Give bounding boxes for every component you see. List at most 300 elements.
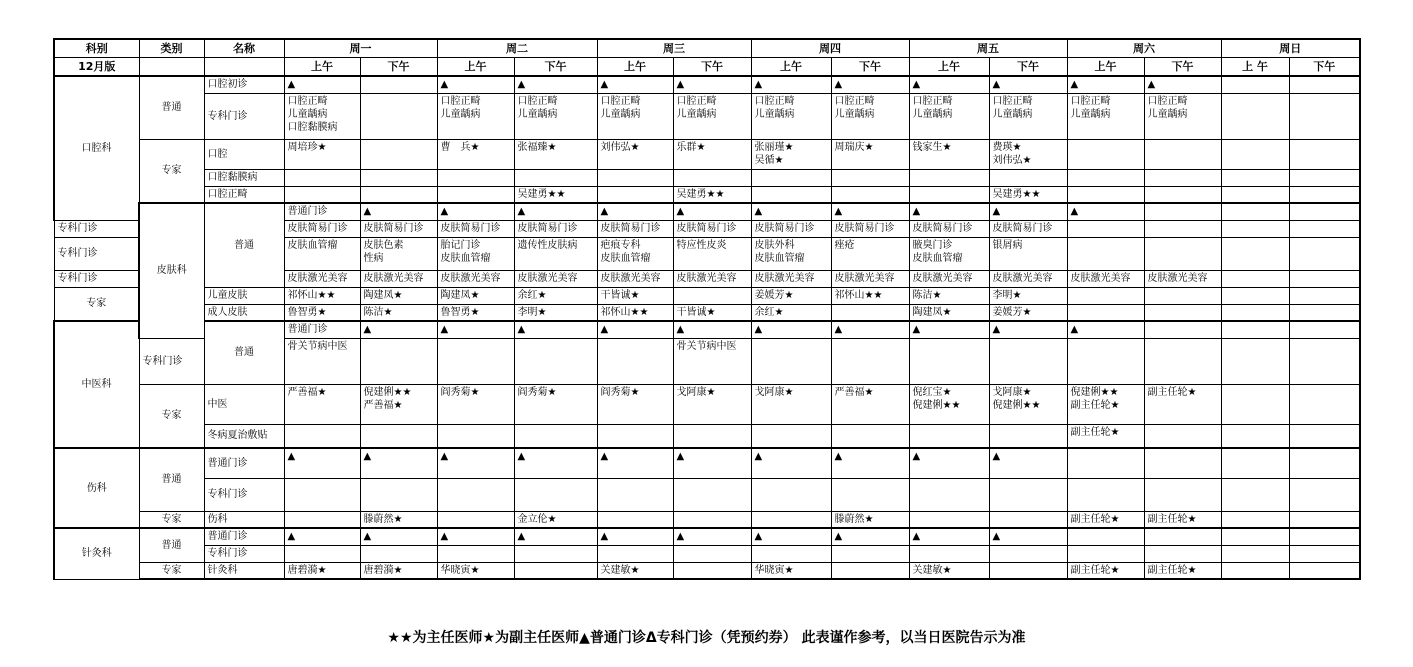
schedule-cell <box>751 237 831 270</box>
schedule-cell: 关建敏★ <box>597 562 673 579</box>
schedule-cell <box>284 169 360 186</box>
slot-header: 下午 <box>360 57 437 76</box>
schedule-cell <box>1144 186 1221 203</box>
slot-header: 下午 <box>673 57 751 76</box>
schedule-cell <box>989 511 1067 528</box>
schedule-cell <box>1221 528 1289 545</box>
schedule-cell-line: 皮肤血管瘤 <box>600 252 651 264</box>
schedule-cell <box>597 338 673 384</box>
clinic-name-cell: 中医 <box>204 384 284 424</box>
schedule-cell: 皮肤激光美容 <box>597 270 673 287</box>
schedule-cell: 唐碧漪★ <box>360 562 437 579</box>
slot-header: 下午 <box>831 57 909 76</box>
schedule-cell <box>909 511 989 528</box>
schedule-cell: ▲ <box>514 76 597 93</box>
schedule-cell: 皮肤简易门诊 <box>673 220 751 237</box>
schedule-cell <box>1221 220 1289 237</box>
schedule-cell <box>1221 448 1289 478</box>
schedule-cell: ▲ <box>437 203 514 220</box>
schedule-cell: ▲ <box>437 321 514 338</box>
schedule-cell <box>360 338 437 384</box>
schedule-cell <box>360 545 437 562</box>
category-cell: 普通 <box>204 203 284 287</box>
schedule-cell <box>1289 384 1360 424</box>
schedule-cell: ▲ <box>597 76 673 93</box>
schedule-cell: 阎秀菊★ <box>597 384 673 424</box>
legend-note: ★★为主任医师★为副主任医师▲普通门诊Δ专科门诊（凭预约券） 此表谨作参考，以当日医院告示为准 <box>387 630 1026 646</box>
department-cell: 伤科 <box>54 448 139 528</box>
schedule-cell: 张福臻★ <box>514 139 597 169</box>
schedule-cell <box>437 186 514 203</box>
schedule-cell: ▲ <box>909 203 989 220</box>
schedule-cell <box>1289 321 1360 338</box>
schedule-cell <box>437 237 514 270</box>
day-header-fri: 周五 <box>909 39 1067 57</box>
schedule-cell <box>437 478 514 511</box>
schedule-cell: ▲ <box>514 448 597 478</box>
schedule-cell: ▲ <box>1144 76 1221 93</box>
table-row <box>54 139 1360 169</box>
schedule-cell: 祁怀山★★ <box>831 287 909 304</box>
schedule-cell: 乐群★ <box>673 139 751 169</box>
schedule-cell: ▲ <box>989 203 1067 220</box>
table-row <box>54 169 1360 186</box>
schedule-cell: 华晓寅★ <box>751 562 831 579</box>
schedule-cell: ▲ <box>360 203 437 220</box>
schedule-cell: 钱家生★ <box>909 139 989 169</box>
schedule-cell <box>597 186 673 203</box>
clinic-schedule-table <box>53 38 1361 580</box>
schedule-cell-line: 倪建俐★★ <box>1070 386 1119 398</box>
schedule-cell: 皮肤激光美容 <box>1144 270 1221 287</box>
schedule-cell-line: 口腔正畸 <box>754 95 795 107</box>
schedule-cell: 周瑞庆★ <box>831 139 909 169</box>
schedule-cell: ▲ <box>597 203 673 220</box>
schedule-cell <box>751 338 831 384</box>
clinic-name-cell: 口腔 <box>204 139 284 169</box>
schedule-cell <box>1221 270 1289 287</box>
schedule-cell <box>1221 186 1289 203</box>
schedule-cell <box>1221 93 1289 139</box>
schedule-cell <box>673 545 751 562</box>
schedule-cell: ▲ <box>673 76 751 93</box>
schedule-cell <box>909 169 989 186</box>
schedule-cell <box>1067 237 1144 270</box>
schedule-cell: ▲ <box>831 76 909 93</box>
schedule-cell <box>437 511 514 528</box>
schedule-cell <box>989 139 1067 169</box>
schedule-cell <box>1144 338 1221 384</box>
schedule-cell-line: 口腔正畸 <box>1147 95 1188 107</box>
schedule-cell: 滕蔚然★ <box>831 511 909 528</box>
schedule-cell: ▲ <box>673 203 751 220</box>
schedule-cell <box>1067 338 1144 384</box>
schedule-cell-line: 儿童龋病 <box>1070 108 1111 120</box>
table-row <box>54 203 1360 220</box>
schedule-cell <box>673 424 751 448</box>
schedule-cell <box>1144 139 1221 169</box>
schedule-cell: ▲ <box>1067 76 1144 93</box>
schedule-cell-line: 张丽瑾★ <box>754 141 794 153</box>
schedule-cell-line: 倪建俐★★ <box>363 386 412 398</box>
day-header-thu: 周四 <box>751 39 909 57</box>
schedule-cell-line: 刘伟弘★ <box>992 154 1032 166</box>
schedule-cell: 鲁智勇★ <box>284 304 360 321</box>
schedule-cell: 皮肤简易门诊 <box>989 220 1067 237</box>
schedule-cell-line: 儿童龋病 <box>992 108 1033 120</box>
schedule-cell: ▲ <box>284 448 360 478</box>
schedule-cell <box>1221 545 1289 562</box>
schedule-cell-line: 严善福★ <box>363 399 403 411</box>
clinic-name-cell: 伤科 <box>204 511 284 528</box>
schedule-cell <box>514 424 597 448</box>
schedule-cell <box>1221 203 1289 220</box>
schedule-cell <box>360 424 437 448</box>
schedule-cell: ▲ <box>284 76 360 93</box>
schedule-cell <box>1289 338 1360 384</box>
schedule-cell-line: 口腔正畸 <box>912 95 953 107</box>
schedule-cell <box>360 169 437 186</box>
schedule-cell: 周培珍★ <box>284 139 360 169</box>
schedule-cell <box>909 186 989 203</box>
category-cell: 专家 <box>139 511 204 528</box>
schedule-cell <box>1221 478 1289 511</box>
clinic-name-cell: 成人皮肤 <box>204 304 284 321</box>
schedule-cell <box>597 478 673 511</box>
schedule-cell <box>751 478 831 511</box>
table-row <box>54 448 1360 478</box>
schedule-cell: ▲ <box>989 76 1067 93</box>
schedule-cell <box>1067 220 1144 237</box>
schedule-cell <box>1221 321 1289 338</box>
schedule-cell <box>1221 338 1289 384</box>
schedule-cell <box>1144 545 1221 562</box>
schedule-cell <box>1067 169 1144 186</box>
schedule-cell <box>1289 545 1360 562</box>
schedule-cell <box>514 169 597 186</box>
schedule-cell-line: 口腔正畸 <box>287 95 328 107</box>
schedule-cell: 吴建勇★★ <box>673 186 751 203</box>
schedule-cell: ▲ <box>514 528 597 545</box>
schedule-cell: ▲ <box>909 76 989 93</box>
schedule-cell <box>1289 424 1360 448</box>
schedule-cell <box>1067 139 1144 169</box>
schedule-cell-line: 性病 <box>363 252 384 264</box>
schedule-cell-line: 皮肤血管瘤 <box>754 252 805 264</box>
dept-column-header: 科别 <box>54 39 139 57</box>
schedule-cell <box>1067 528 1144 545</box>
schedule-cell: 副主任轮★ <box>1144 511 1221 528</box>
schedule-cell: 骨关节病中医 <box>284 338 360 384</box>
schedule-cell <box>1289 237 1360 270</box>
day-header-sat: 周六 <box>1067 39 1221 57</box>
schedule-cell <box>989 478 1067 511</box>
schedule-cell: 余红★ <box>514 287 597 304</box>
schedule-cell: ▲ <box>909 528 989 545</box>
schedule-cell: 副主任轮★ <box>1067 424 1144 448</box>
schedule-cell: 严善福★ <box>284 384 360 424</box>
table-row <box>54 93 1360 139</box>
schedule-cell <box>1289 270 1360 287</box>
schedule-cell: ▲ <box>514 321 597 338</box>
schedule-cell: 姜媛芳★ <box>751 287 831 304</box>
schedule-cell: 陈洁★ <box>909 287 989 304</box>
table-row <box>54 186 1360 203</box>
schedule-cell <box>831 545 909 562</box>
version-spacer <box>204 57 284 76</box>
schedule-cell: 李明★ <box>514 304 597 321</box>
schedule-cell <box>1221 511 1289 528</box>
schedule-cell: ▲ <box>909 321 989 338</box>
schedule-cell <box>1144 169 1221 186</box>
category-cell: 普通 <box>139 448 204 511</box>
schedule-cell: 干皆诚★ <box>597 287 673 304</box>
clinic-name-cell: 专科门诊 <box>204 478 284 511</box>
schedule-cell: 金立伦★ <box>514 511 597 528</box>
schedule-cell: ▲ <box>514 203 597 220</box>
schedule-cell: ▲ <box>360 528 437 545</box>
schedule-cell <box>284 545 360 562</box>
schedule-cell: 痤疮 <box>831 237 909 270</box>
schedule-cell-line: 吴循★ <box>754 154 784 166</box>
department-cell: 口腔科 <box>54 76 139 220</box>
slot-header: 下午 <box>1144 57 1221 76</box>
schedule-cell <box>1144 237 1221 270</box>
schedule-cell <box>989 169 1067 186</box>
schedule-cell: 皮肤激光美容 <box>751 270 831 287</box>
slot-header: 上午 <box>437 57 514 76</box>
schedule-cell: 皮肤简易门诊 <box>751 220 831 237</box>
schedule-cell: ▲ <box>751 76 831 93</box>
schedule-cell <box>514 338 597 384</box>
schedule-cell-line: 胎记门诊 <box>440 239 481 251</box>
schedule-cell-line: 儿童龋病 <box>912 108 953 120</box>
schedule-cell-line: 儿童龋病 <box>1147 108 1188 120</box>
schedule-cell <box>437 424 514 448</box>
schedule-cell-line: 戈阿康★ <box>992 386 1032 398</box>
schedule-cell <box>1221 562 1289 579</box>
schedule-cell <box>437 338 514 384</box>
schedule-cell: 特应性皮炎 <box>673 237 751 270</box>
schedule-cell: 皮肤简易门诊 <box>597 220 673 237</box>
schedule-cell: 副主任轮★ <box>1067 511 1144 528</box>
table-row <box>54 545 1360 562</box>
schedule-cell <box>1289 186 1360 203</box>
schedule-cell-line: 腋臭门诊 <box>912 239 953 251</box>
day-header-mon: 周一 <box>284 39 437 57</box>
schedule-cell <box>360 93 437 139</box>
category-cell: 普通 <box>139 528 204 562</box>
schedule-cell: ▲ <box>437 448 514 478</box>
clinic-name-cell: 专科门诊 <box>54 237 139 270</box>
schedule-cell <box>1289 139 1360 169</box>
schedule-cell-line: 儿童龋病 <box>287 108 328 120</box>
schedule-cell <box>673 287 751 304</box>
schedule-body <box>54 76 1360 579</box>
schedule-cell <box>514 93 597 139</box>
schedule-cell <box>831 338 909 384</box>
category-cell: 专家 <box>54 287 139 321</box>
slot-header: 上 午 <box>1221 57 1289 76</box>
schedule-cell: ▲ <box>673 448 751 478</box>
table-row <box>54 76 1360 93</box>
schedule-cell <box>1221 304 1289 321</box>
clinic-name-cell: 普通门诊 <box>204 528 284 545</box>
schedule-cell <box>1067 478 1144 511</box>
schedule-cell: ▲ <box>751 321 831 338</box>
schedule-cell <box>1221 424 1289 448</box>
schedule-cell <box>360 139 437 169</box>
schedule-cell: 皮肤简易门诊 <box>437 220 514 237</box>
category-cell: 专家 <box>139 139 204 203</box>
schedule-cell: 皮肤简易门诊 <box>909 220 989 237</box>
table-row <box>54 384 1360 424</box>
schedule-cell-line: 疤痕专科 <box>600 239 641 251</box>
schedule-cell <box>284 186 360 203</box>
schedule-cell <box>1289 562 1360 579</box>
schedule-cell: ▲ <box>989 321 1067 338</box>
schedule-cell-line: 皮肤外科 <box>754 239 795 251</box>
schedule-cell <box>751 169 831 186</box>
schedule-cell: 副主任轮★ <box>1144 562 1221 579</box>
schedule-cell <box>597 169 673 186</box>
schedule-cell: 滕蔚然★ <box>360 511 437 528</box>
schedule-cell-line: 副主任轮★ <box>1070 399 1120 411</box>
schedule-cell: 唐碧漪★ <box>284 562 360 579</box>
schedule-cell: ▲ <box>909 448 989 478</box>
schedule-cell: ▲ <box>989 448 1067 478</box>
schedule-cell <box>673 511 751 528</box>
schedule-cell-line: 口腔正畸 <box>676 95 717 107</box>
schedule-cell <box>284 478 360 511</box>
schedule-cell <box>1067 304 1144 321</box>
schedule-cell: ▲ <box>673 528 751 545</box>
schedule-cell <box>360 384 437 424</box>
clinic-name-cell: 口腔正畸 <box>204 186 284 203</box>
table-row <box>54 287 1360 304</box>
clinic-name-cell: 冬病夏治敷贴 <box>204 424 284 448</box>
schedule-cell-line: 倪建俐★★ <box>992 399 1041 411</box>
name-column-header: 名称 <box>204 39 284 57</box>
schedule-cell <box>1067 186 1144 203</box>
slot-header: 上午 <box>597 57 673 76</box>
schedule-cell <box>909 384 989 424</box>
schedule-cell <box>1289 76 1360 93</box>
schedule-cell <box>597 237 673 270</box>
schedule-cell <box>831 304 909 321</box>
schedule-cell-line: 口腔正畸 <box>1070 95 1111 107</box>
schedule-cell: ▲ <box>360 321 437 338</box>
schedule-cell <box>909 93 989 139</box>
schedule-cell-line: 儿童龋病 <box>834 108 875 120</box>
schedule-cell <box>989 93 1067 139</box>
schedule-cell-line: 口腔正畸 <box>992 95 1033 107</box>
schedule-cell <box>831 93 909 139</box>
schedule-cell <box>831 186 909 203</box>
schedule-cell: ▲ <box>360 448 437 478</box>
schedule-cell <box>751 511 831 528</box>
schedule-cell <box>1067 93 1144 139</box>
schedule-cell <box>1221 287 1289 304</box>
schedule-cell: 皮肤激光美容 <box>673 270 751 287</box>
schedule-cell <box>751 545 831 562</box>
schedule-cell <box>360 478 437 511</box>
schedule-cell-line: 皮肤色素 <box>363 239 404 251</box>
schedule-cell <box>1067 384 1144 424</box>
slot-header: 上午 <box>909 57 989 76</box>
table-row <box>54 478 1360 511</box>
schedule-cell <box>514 478 597 511</box>
schedule-cell <box>1067 287 1144 304</box>
schedule-cell <box>1289 287 1360 304</box>
schedule-cell: ▲ <box>831 203 909 220</box>
table-row <box>54 511 1360 528</box>
clinic-name-cell: 普通门诊 <box>204 448 284 478</box>
schedule-cell <box>1144 478 1221 511</box>
schedule-cell <box>989 424 1067 448</box>
schedule-cell-line: 口腔正畸 <box>517 95 558 107</box>
schedule-cell: 刘伟弘★ <box>597 139 673 169</box>
clinic-name-cell: 专科门诊 <box>54 220 139 237</box>
clinic-name-cell: 儿童皮肤 <box>204 287 284 304</box>
schedule-cell: 皮肤激光美容 <box>360 270 437 287</box>
schedule-cell: 关建敏★ <box>909 562 989 579</box>
schedule-cell <box>831 424 909 448</box>
day-header-row <box>54 39 1360 57</box>
schedule-cell: 皮肤简易门诊 <box>831 220 909 237</box>
schedule-cell: 皮肤激光美容 <box>284 270 360 287</box>
schedule-cell <box>909 545 989 562</box>
schedule-cell <box>360 186 437 203</box>
slot-header: 上午 <box>1067 57 1144 76</box>
schedule-cell: 副主任轮★ <box>1144 384 1221 424</box>
schedule-cell <box>909 237 989 270</box>
schedule-cell: 皮肤激光美容 <box>909 270 989 287</box>
schedule-cell <box>1289 169 1360 186</box>
schedule-cell <box>673 478 751 511</box>
schedule-cell <box>1144 448 1221 478</box>
schedule-cell-line: 费瑛★ <box>992 141 1022 153</box>
schedule-cell <box>909 338 989 384</box>
schedule-cell: 皮肤简易门诊 <box>284 220 360 237</box>
schedule-cell: 曹 兵★ <box>437 139 514 169</box>
schedule-cell <box>1289 478 1360 511</box>
schedule-cell: ▲ <box>597 448 673 478</box>
schedule-cell: 遗传性皮肤病 <box>514 237 597 270</box>
schedule-cell <box>284 93 360 139</box>
clinic-name-cell: 针灸科 <box>204 562 284 579</box>
schedule-cell: 骨关节病中医 <box>673 338 751 384</box>
schedule-cell-line: 儿童龋病 <box>517 108 558 120</box>
table-row <box>54 562 1360 579</box>
schedule-cell <box>1144 220 1221 237</box>
day-header-tue: 周二 <box>437 39 597 57</box>
schedule-cell: 吴建勇★★ <box>989 186 1067 203</box>
schedule-cell <box>1144 287 1221 304</box>
clinic-name-cell: 专科门诊 <box>139 338 204 384</box>
category-cell: 普通 <box>139 76 204 139</box>
category-cell: 专家 <box>139 562 204 579</box>
schedule-cell <box>989 562 1067 579</box>
schedule-cell: 姜媛芳★ <box>989 304 1067 321</box>
department-cell: 针灸科 <box>54 528 139 579</box>
schedule-cell <box>831 169 909 186</box>
schedule-cell: ▲ <box>831 448 909 478</box>
schedule-cell <box>597 93 673 139</box>
schedule-cell: 祁怀山★★ <box>597 304 673 321</box>
slot-header: 上午 <box>284 57 360 76</box>
schedule-cell <box>751 93 831 139</box>
